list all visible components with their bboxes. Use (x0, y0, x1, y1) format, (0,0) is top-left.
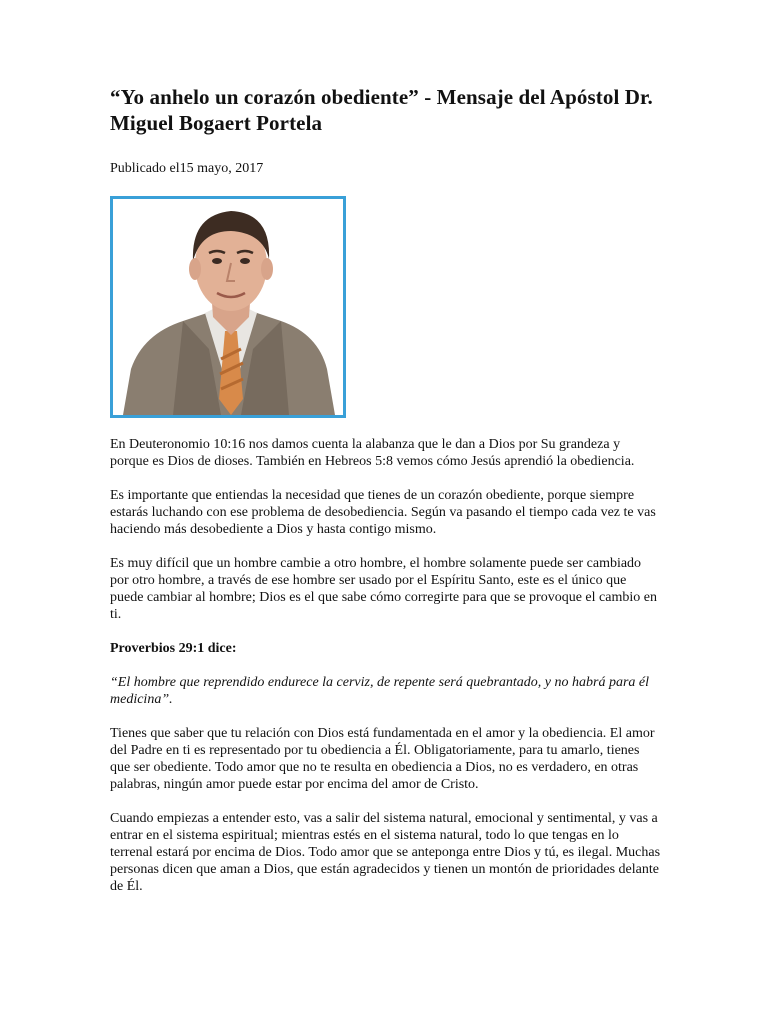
paragraph: Tienes que saber que tu relación con Dios está fundamentada en el amor y la obediencia. El amor del Padre en ti es representado por tu obediencia a Él. Obligatoriamente, para tu amarlo, tienes que ser obediente. Todo amor que no te resulta en obediencia a Dios, no es verdadero, en otras palabras, ningún amor puede estar por encima del amor de Cristo. (110, 726, 655, 792)
article (110, 84, 662, 912)
paragraph: Cuando empiezas a entender esto, vas a salir del sistema natural, emocional y sentimental, y vas a entrar en el sistema espiritual; mientras estés en el sistema natural, todo lo que tengas en lo terrenal estará por encima de Dios. Todo amor que se anteponga entre Dios y tú, es ilegal. Muchas personas dicen que aman a Dios, que están agradecidos y tienen un montón de prioridades delante de Él. (110, 811, 661, 894)
publish-date: Publicado el15 mayo, 2017 (110, 161, 264, 176)
scripture-heading: Proverbios 29:1 dice: (110, 641, 237, 656)
paragraph: Es importante que entiendas la necesidad que tienes de un corazón obediente, porque siempre estarás luchando con ese problema de desobediencia. Según va pasando el tiempo cada vez te vas haciendo más desobediente a Dios y hasta contigo mismo. (110, 488, 656, 537)
paragraph: En Deuteronomio 10:16 nos damos cuenta la alabanza que le dan a Dios por Su grandeza y porque es Dios de dioses. También en Hebreos 5:8 vemos cómo Jesús aprendió la obediencia. (110, 437, 635, 469)
article-title: “Yo anhelo un corazón obediente” - Mensaje del Apóstol Dr. Miguel Bogaert Portela (110, 85, 653, 135)
scripture-quote: “El hombre que reprendido endurece la cerviz, de repente será quebrantado, y no habrá para él medicina”. (110, 675, 650, 707)
article-body (110, 436, 662, 895)
author-photo (110, 196, 346, 418)
portrait-image (113, 199, 343, 415)
paragraph: Es muy difícil que un hombre cambie a otro hombre, el hombre solamente puede ser cambiado por otro hombre, a través de ese hombre ser usado por el Espíritu Santo, este es el único que puede cambiar al hombre; Dios es el que sabe cómo corregirte para que se provoque el cambio en ti. (110, 556, 657, 622)
